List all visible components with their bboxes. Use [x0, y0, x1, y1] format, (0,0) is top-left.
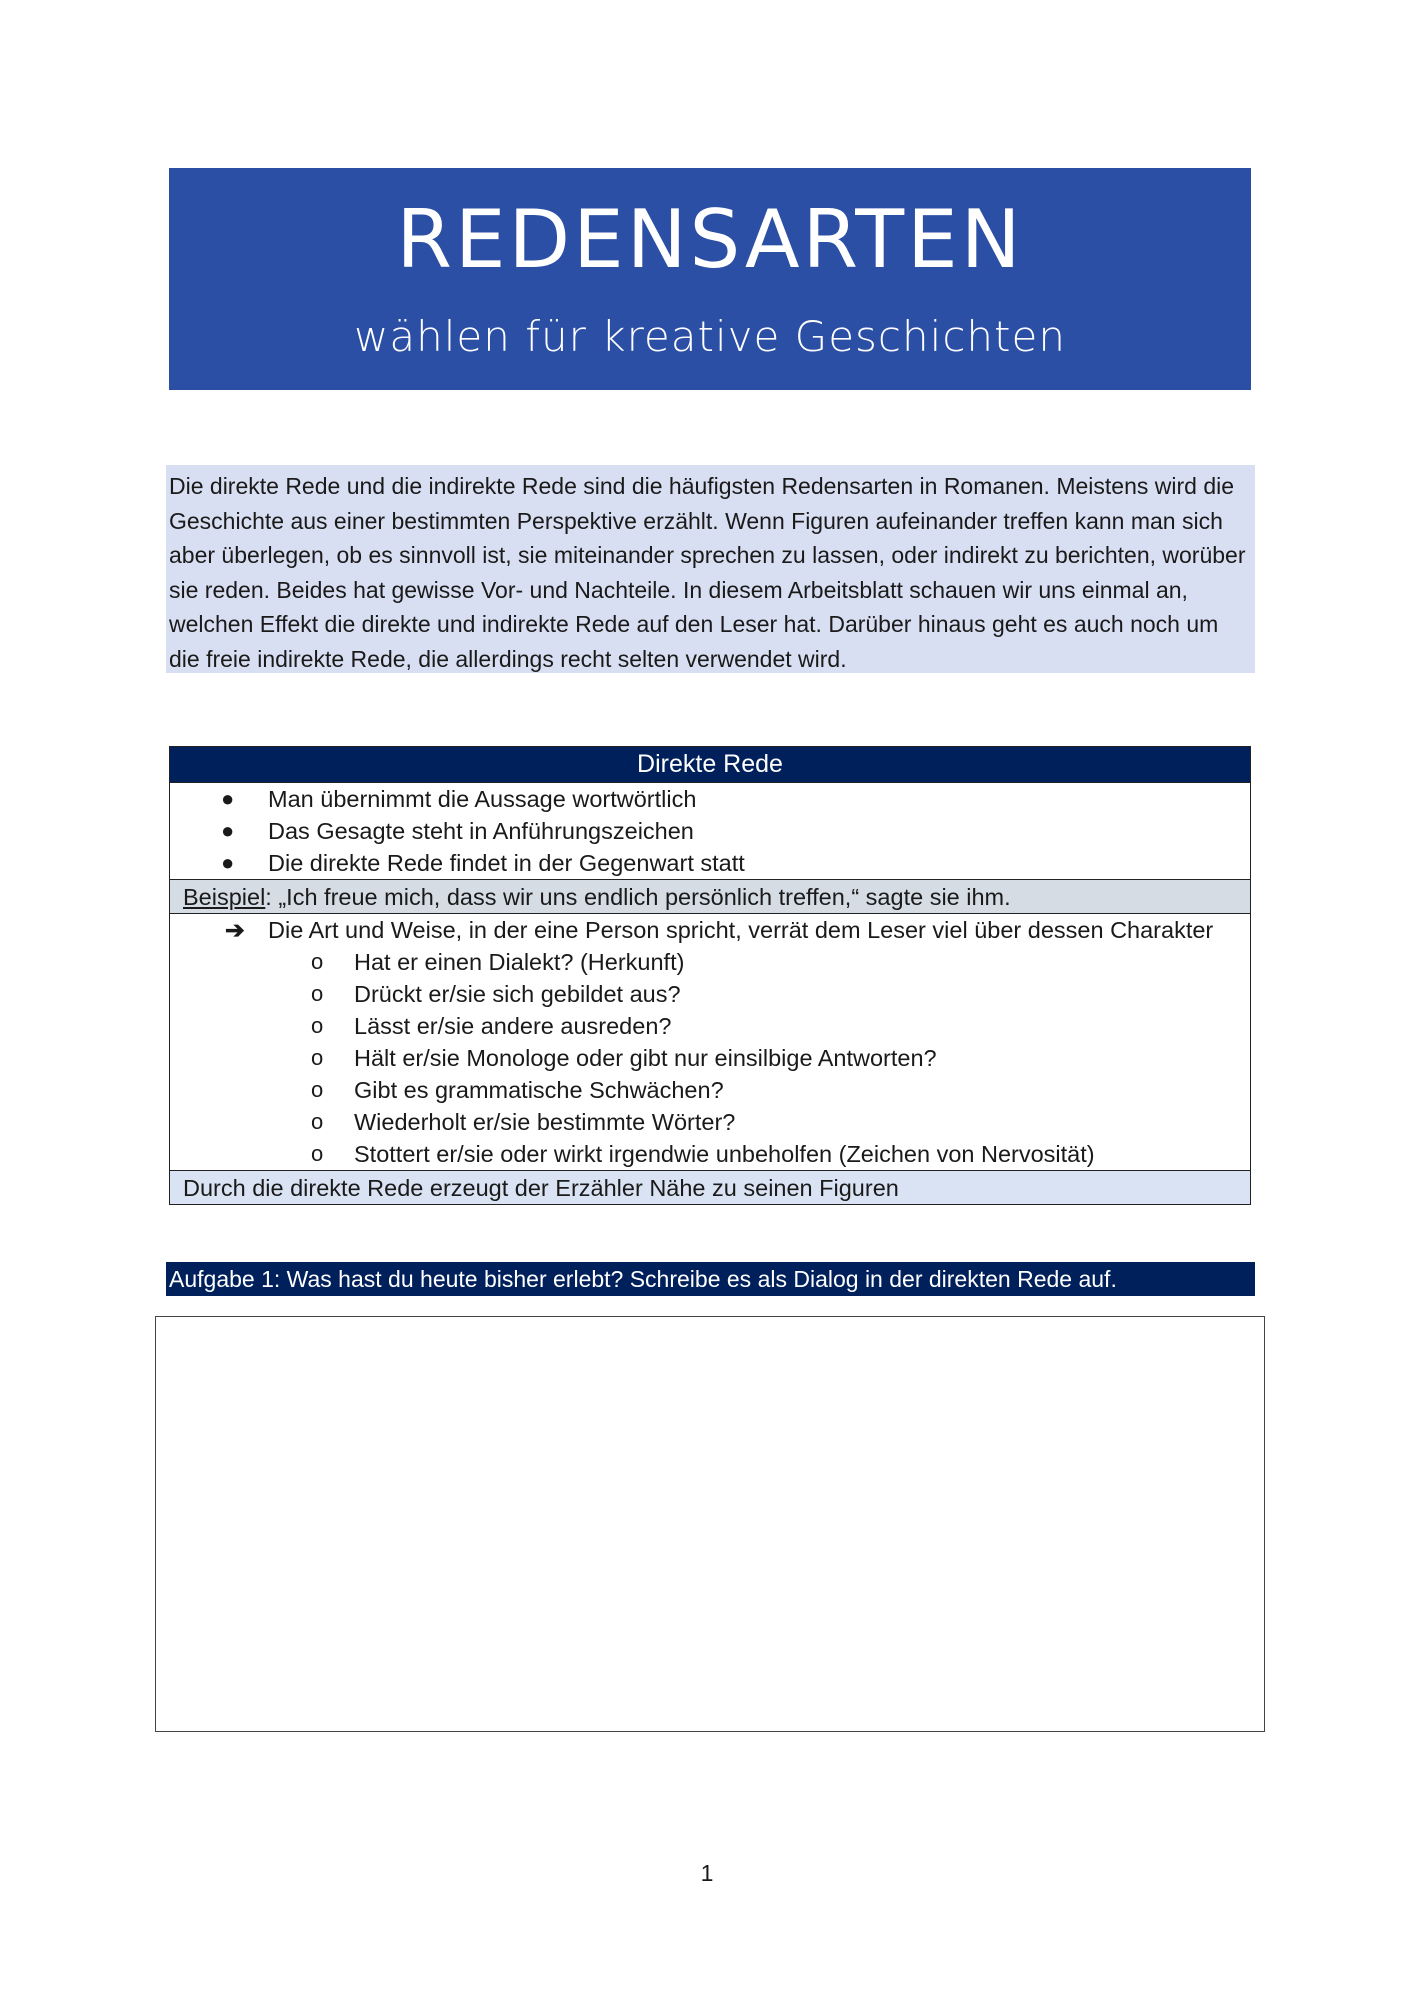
example-text: : „Ich freue mich, dass wir uns endlich persönlich treffen,“ sagte sie ihm. [265, 884, 1011, 910]
sub-list-item [170, 1010, 1250, 1042]
bullet-dot-icon: ● [221, 786, 235, 811]
circle-bullet-icon: o [311, 949, 324, 974]
sub-item-text: Drückt er/sie sich gebildet aus? [354, 981, 681, 1007]
list-item [170, 815, 1250, 847]
bullet-text: Das Gesagte steht in Anführungszeichen [268, 818, 694, 844]
sub-item-text: Lässt er/sie andere ausreden? [354, 1013, 672, 1039]
bullet-text: Die direkte Rede findet in der Gegenwart statt [268, 850, 745, 876]
sub-item-text: Wiederholt er/sie bestimmte Wörter? [354, 1109, 736, 1135]
bullet-text: Man übernimmt die Aussage wortwörtlich [268, 786, 697, 812]
sub-list-item [170, 1106, 1250, 1138]
example-label: Beispiel [183, 884, 266, 910]
characteristics-cell [170, 913, 1250, 1170]
sub-list-item [170, 978, 1250, 1010]
list-item [170, 847, 1250, 879]
circle-bullet-icon: o [311, 981, 324, 1006]
answer-box[interactable] [155, 1316, 1265, 1732]
intro-paragraph: Die direkte Rede und die indirekte Rede sind die häufigsten Redensarten in Romanen. Meistens wird die Geschichte aus einer bestimmten Perspektive erzählt. Wenn Figuren aufeinander treffen kann man sich aber überlegen, ob es sinnvoll ist, sie miteinander sprechen zu lassen, oder indirekt zu berichten, worüber sie reden. Beides hat gewisse Vor- und Nachteile. In diesem Arbeitsblatt schauen wir uns einmal an, welchen Effekt die direkte und indirekte Rede auf den Leser hat. Darüber hinaus geht es auch noch um die freie indirekte Rede, die allerdings recht selten verwendet wird. [166, 465, 1255, 673]
page-subtitle: wählen für kreative Geschichten [354, 312, 1066, 361]
circle-bullet-icon: o [311, 1013, 324, 1038]
task-heading: Aufgabe 1: Was hast du heute bisher erlebt? Schreibe es als Dialog in der direkten Rede auf. [166, 1262, 1255, 1296]
page-number: 1 [700, 1860, 714, 1886]
arrow-item [170, 914, 1250, 946]
direkte-rede-table [169, 746, 1251, 1205]
example-row [170, 879, 1250, 913]
circle-bullet-icon: o [311, 1077, 324, 1102]
sub-item-text: Gibt es grammatische Schwächen? [354, 1077, 724, 1103]
circle-bullet-icon: o [311, 1109, 324, 1134]
circle-bullet-icon: o [311, 1045, 324, 1070]
sub-item-text: Stottert er/sie oder wirkt irgendwie unbeholfen (Zeichen von Nervosität) [354, 1141, 1095, 1167]
circle-bullet-icon: o [311, 1141, 324, 1166]
sub-list-item [170, 1074, 1250, 1106]
title-banner [169, 168, 1251, 390]
table-heading: Direkte Rede [170, 747, 1250, 782]
sub-list-item [170, 1138, 1250, 1170]
bullet-dot-icon: ● [221, 850, 235, 875]
definition-cell [170, 782, 1250, 879]
sub-list-item [170, 946, 1250, 978]
right-arrow-icon: ➔ [225, 917, 245, 943]
sub-list-item [170, 1042, 1250, 1074]
page-title: REDENSARTEN [396, 193, 1024, 286]
sub-item-text: Hält er/sie Monologe oder gibt nur einsilbige Antworten? [354, 1045, 937, 1071]
list-item [170, 783, 1250, 815]
sub-item-text: Hat er einen Dialekt? (Herkunft) [354, 949, 685, 975]
summary-row: Durch die direkte Rede erzeugt der Erzähler Nähe zu seinen Figuren [170, 1170, 1250, 1204]
bullet-dot-icon: ● [221, 818, 235, 843]
arrow-text: Die Art und Weise, in der eine Person spricht, verrät dem Leser viel über dessen Charakter [268, 917, 1214, 943]
